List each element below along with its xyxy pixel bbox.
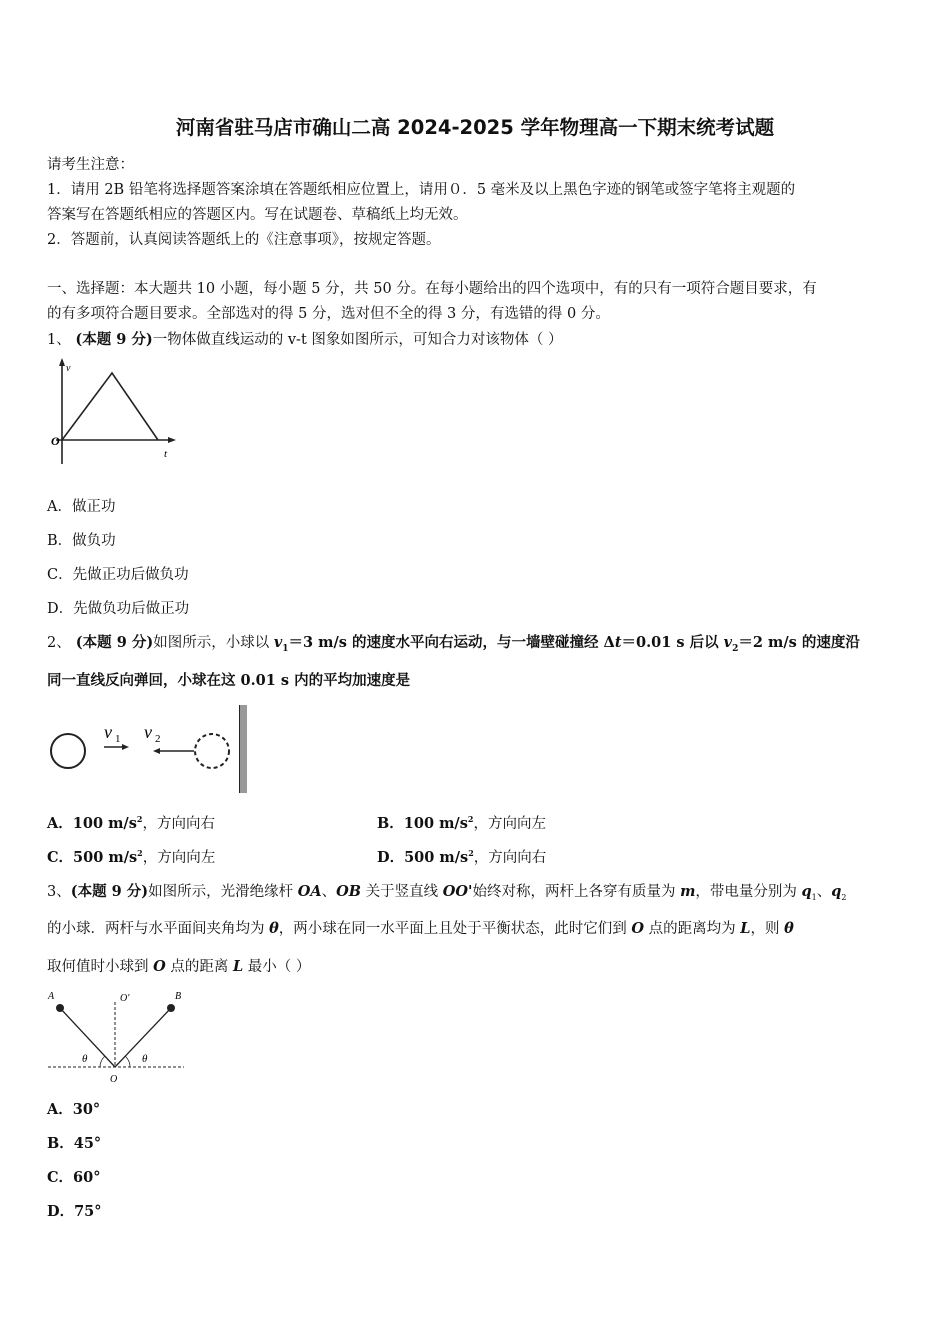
q3-ob: OB (336, 883, 362, 900)
q1-option-a[interactable]: A．做正功 (47, 499, 116, 515)
q2-option-a-dir: ，方向向右 (142, 816, 215, 832)
q3-label-a: A (48, 991, 55, 1002)
q3-text-2b: ，两小球在同一水平面上且处于平衡状态，此时它们到 (278, 921, 632, 937)
q3-o2: O (153, 958, 166, 975)
q3-text-2c: 点的距离均为 (644, 921, 741, 937)
q1-number: 1、 (47, 332, 71, 348)
q1-option-c[interactable]: C．先做正功后做负功 (47, 567, 189, 583)
q2-rebound-ball (195, 734, 229, 768)
q2-option-d-dir: ，方向向右 (473, 850, 547, 866)
q1-option-b[interactable]: B．做负功 (47, 533, 116, 549)
q2-option-c-dir: ，方向向左 (142, 850, 216, 866)
q3-stem-1 (47, 880, 846, 902)
q3-theta: θ (269, 920, 279, 937)
q2-stem-b: ＝3 m/s 的速度水平向右运动，与一墙壁碰撞经 Δ (288, 634, 615, 651)
q3-angle-arc-left (100, 1056, 105, 1067)
q2-option-d-label: D． (377, 849, 405, 866)
q3-ball-b (167, 1004, 175, 1012)
q2-option-c-sup: 2 (137, 848, 143, 859)
q2-option-b[interactable] (377, 812, 546, 833)
q1-tag: (本题 9 分) (75, 331, 153, 348)
q3-text-1d: ，带电量分别为 (695, 884, 802, 900)
q2-option-a-label: A． (47, 815, 73, 832)
q1-t-axis-arrow (168, 437, 176, 443)
q2-fig-v2: v (144, 722, 152, 742)
q3-q2: q (831, 883, 842, 900)
q3-option-a[interactable]: A．30° (47, 1101, 101, 1118)
q3-tag: (本题 9 分) (70, 883, 149, 900)
q3-text-3c: 最小（ ） (243, 959, 311, 975)
q2-option-c-value: 500 m/s (73, 849, 138, 866)
q2-ball-figure (46, 702, 256, 796)
q1-vt-line (62, 373, 158, 440)
q3-oo: OO' (442, 883, 473, 900)
q2-option-a[interactable] (47, 812, 215, 833)
q3-text-1a: 如图所示，光滑绝缘杆 (148, 884, 298, 900)
q1-label-o: O (51, 434, 60, 448)
q2-option-b-sup: 2 (467, 814, 474, 825)
q2-option-a-sup: 2 (136, 814, 143, 825)
notice-heading: 请考生注意： (47, 157, 134, 173)
q3-label-o: O (110, 1074, 118, 1085)
q2-stem-d: ＝2 m/s 的速度沿 (738, 634, 860, 651)
q3-number: 3、 (47, 884, 71, 900)
q3-angle-arc-right (125, 1056, 130, 1067)
q2-fig-v2-sub: 2 (155, 733, 161, 745)
q3-text-3b: 点的距离 (165, 959, 233, 975)
q3-o1: O (631, 920, 645, 937)
q2-v1-sub: 1 (282, 643, 289, 654)
q3-option-c[interactable]: C．60° (47, 1169, 101, 1186)
q2-t: t (614, 634, 622, 651)
q3-text-1c: 始终对称，两杆上各穿有质量为 (472, 884, 681, 900)
q3-q1: q (801, 883, 812, 900)
notice-line-1b: 答案写在答题纸相应的答题区内。写在试题卷、草稿纸上均无效。 (47, 207, 468, 223)
q3-label-theta-right: θ (142, 1053, 148, 1065)
q3-text-1b: 关于竖直线 (361, 884, 443, 900)
q3-label-o-prime: O' (120, 993, 130, 1004)
q1-v-axis-arrow (59, 358, 65, 366)
q2-v2-sub: 2 (732, 643, 739, 654)
q2-option-b-value: 100 m/s (403, 815, 468, 832)
q3-stem-3 (47, 955, 310, 976)
q3-text-2a: 的小球．两杆与水平面间夹角均为 (47, 921, 270, 937)
q2-option-b-label: B． (377, 815, 404, 832)
q1-stem-text: 一物体做直线运动的 v-t 图象如图所示，可知合力对该物体（ ） (152, 332, 563, 348)
q1-stem (47, 328, 563, 349)
q2-fig-v1: v (104, 722, 112, 742)
q2-option-d-value: 500 m/s (404, 849, 469, 866)
q2-option-c[interactable] (47, 846, 215, 867)
notice-line-1a: 1．请用 2B 铅笔将选择题答案涂填在答题纸相应位置上，请用０．5 毫米及以上黑色字迹的钢笔或签字笔将主观题的 (47, 182, 796, 198)
q2-fig-v1-sub: 1 (115, 733, 121, 745)
q3-rod-oa (60, 1008, 115, 1067)
page-title: 河南省驻马店市确山二高 2024-2025 学年物理高一下期末统考试题 (175, 116, 775, 139)
q1-option-d[interactable]: D．先做负功后做正功 (47, 601, 190, 617)
q2-option-c-label: C． (47, 849, 74, 866)
q1-label-v: v (66, 363, 71, 374)
q2-option-d[interactable] (377, 846, 546, 867)
q3-l2: L (232, 958, 244, 975)
q2-v1: v (273, 634, 283, 651)
section-line-1: 一、选择题：本大题共 10 小题，每小题 5 分，共 50 分。在每小题给出的四个选项中，有的只有一项符合题目要求，有 (47, 281, 817, 297)
section-line-2: 的有多项符合题目要求。全部选对的得 5 分，选对但不全的得 3 分，有选错的得 0 分。 (47, 306, 610, 322)
q3-text-2d: ，则 (750, 921, 785, 937)
q3-option-d[interactable]: D．75° (47, 1203, 102, 1220)
q3-m: m (680, 883, 696, 900)
q2-ball (51, 734, 85, 768)
q2-arrow-v1-head (122, 744, 129, 750)
q3-label-theta-left: θ (82, 1053, 88, 1065)
q1-vt-graph (46, 358, 186, 468)
q2-stem-a: 如图所示，小球以 (153, 635, 274, 651)
q3-theta2: θ (784, 920, 794, 937)
q1-label-t: t (164, 448, 168, 460)
q2-stem-2: 同一直线反向弹回，小球在这 0.01 s 内的平均加速度是 (47, 672, 411, 689)
q3-rod-figure (44, 986, 194, 1086)
notice-line-2: 2．答题前，认真阅读答题纸上的《注意事项》，按规定答题。 (47, 232, 441, 248)
q2-wall (240, 705, 247, 793)
q3-text-3a: 取何值时小球到 (47, 959, 154, 975)
q2-number: 2、 (47, 635, 71, 651)
q2-arrow-v2-head (153, 748, 160, 754)
q3-l1: L (740, 920, 751, 937)
q3-stem-2 (47, 917, 794, 938)
q3-q1-sub: 1 (811, 892, 817, 902)
q3-sep2: 、 (816, 884, 832, 900)
q3-ball-a (56, 1004, 64, 1012)
q2-tag: (本题 9 分) (75, 634, 154, 651)
q2-stem-1 (47, 631, 860, 654)
q2-option-a-value: 100 m/s (72, 815, 137, 832)
q2-option-b-dir: ，方向向左 (473, 816, 546, 832)
q3-oa: OA (297, 883, 322, 900)
q2-stem-c: ＝0.01 s 后以 (621, 634, 724, 651)
q2-v2: v (723, 634, 733, 651)
q3-sep: 、 (321, 884, 337, 900)
q3-q2-sub: 2 (841, 892, 847, 902)
q3-label-b: B (175, 991, 182, 1002)
q3-option-b[interactable]: B．45° (47, 1135, 102, 1152)
q2-option-d-sup: 2 (468, 848, 474, 859)
